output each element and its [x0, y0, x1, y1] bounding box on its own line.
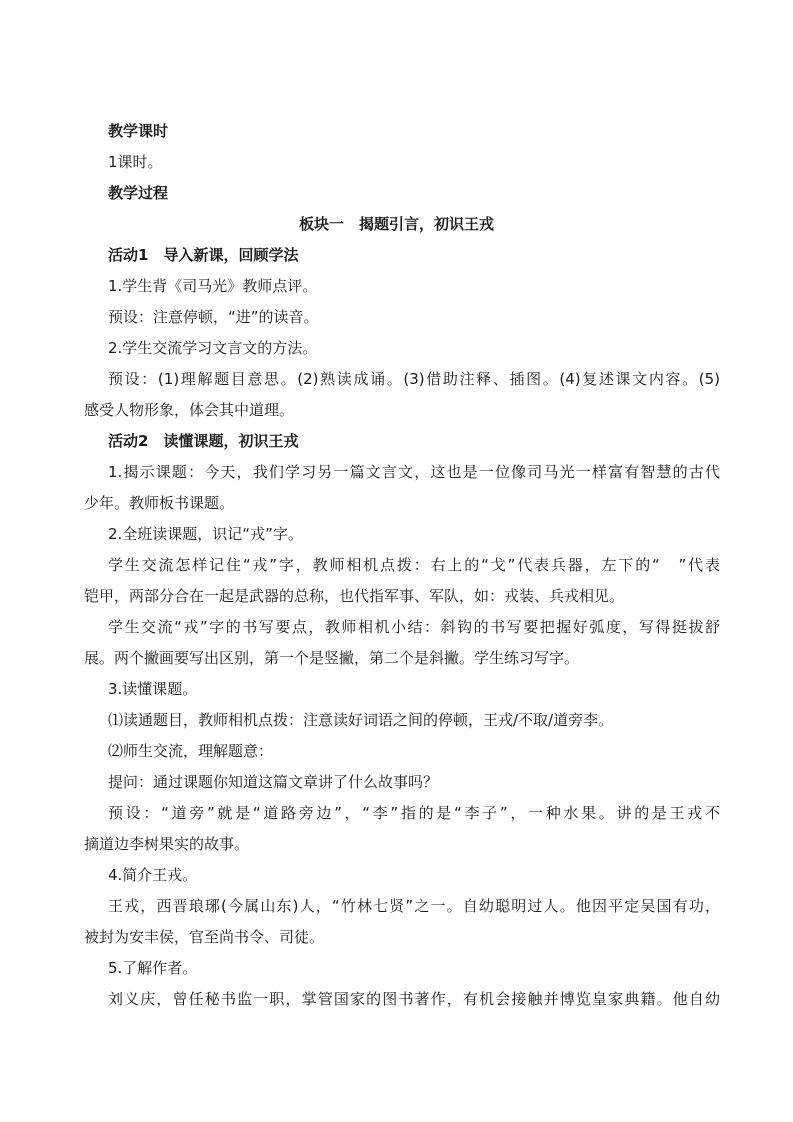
- activity-2-preset-3-line-1: 预设：“道旁”就是“道路旁边”，“李”指的是“李子”，一种水果。讲的是王戎不: [108, 804, 720, 822]
- activity-2-item-5: 5.了解作者。: [108, 959, 198, 977]
- teaching-time-value: 1课时。: [108, 153, 163, 171]
- activity-2-item-4: 4.简介王戎。: [108, 866, 198, 884]
- activity-2-item-3: 3.读懂课题。: [108, 680, 198, 698]
- activity-1-item-1: 1.学生背《司马光》教师点评。: [108, 277, 318, 295]
- activity-2-item-1-line-1: 1.揭示课题：今天，我们学习另一篇文言文，这也是一位像司马光一样富有智慧的古代: [108, 463, 720, 481]
- activity-2-paragraph-3-line-2: 被封为安丰侯，官至尚书令、司徒。: [84, 928, 325, 946]
- activity-2-item-3-sub-2: ⑵师生交流，理解题意：: [108, 742, 274, 760]
- activity-2-item-3-sub-1: ⑴读通题目，教师相机点拨：注意读好词语之间的停顿，王戎/不取/道旁李。: [108, 711, 614, 729]
- activity-2-paragraph-4-line-1: 刘义庆，曾任秘书监一职，掌管国家的图书著作，有机会接触并博览皇家典籍。他自幼: [108, 990, 720, 1008]
- activity-2-paragraph-2-line-2: 展。两个撇画要写出区别，第一个是竖撇，第二个是斜撇。学生练习写字。: [84, 649, 580, 667]
- activity-1-preset-2-line-1: 预设：(1)理解题目意思。(2)熟读成诵。(3)借助注释、插图。(4)复述课文内容。(5): [108, 370, 720, 388]
- activity-2-item-1-line-2: 少年。教师板书课题。: [84, 494, 235, 512]
- document-body: [84, 116, 720, 1015]
- activity-1-item-2: 2.学生交流学习文言文的方法。: [108, 339, 318, 357]
- heading-teaching-time: 教学课时: [108, 122, 169, 140]
- activity-1-preset-2-line-2: 感受人物形象，体会其中道理。: [84, 401, 295, 419]
- activity-2-preset-3-line-2: 摘道边李树果实的故事。: [84, 835, 250, 853]
- activity-1-preset-1: 预设：注意停顿，“进”的读音。: [108, 308, 319, 326]
- activity-2-item-2: 2.全班读课题，识记“戎”字。: [108, 525, 303, 543]
- activity-2-paragraph-1-line-1: 学生交流怎样记住“戎”字，教师相机点拨：右上的“戈”代表兵器，左下的“ ”代表: [108, 556, 720, 574]
- activity-2-title: 活动2 读懂课题，初识王戎: [108, 432, 299, 450]
- activity-2-paragraph-3-line-1: 王戎，西晋琅琊(今属山东)人，“竹林七贤”之一。自幼聪明过人。他因平定吴国有功，: [108, 897, 720, 915]
- activity-2-question: 提问：通过课题你知道这篇文章讲了什么故事吗？: [108, 773, 439, 791]
- activity-1-title: 活动1 导入新课，回顾学法: [108, 246, 299, 264]
- heading-teaching-process: 教学过程: [108, 184, 169, 202]
- section-title: 板块一 揭题引言，初识王戎: [298, 215, 494, 233]
- activity-2-paragraph-1-line-2: 铠甲，两部分合在一起是武器的总称，也代指军事、军队，如：戎装、兵戎相见。: [84, 587, 625, 605]
- activity-2-paragraph-2-line-1: 学生交流“戎”字的书写要点，教师相机小结：斜钩的书写要把握好弧度，写得挺拔舒: [108, 618, 720, 636]
